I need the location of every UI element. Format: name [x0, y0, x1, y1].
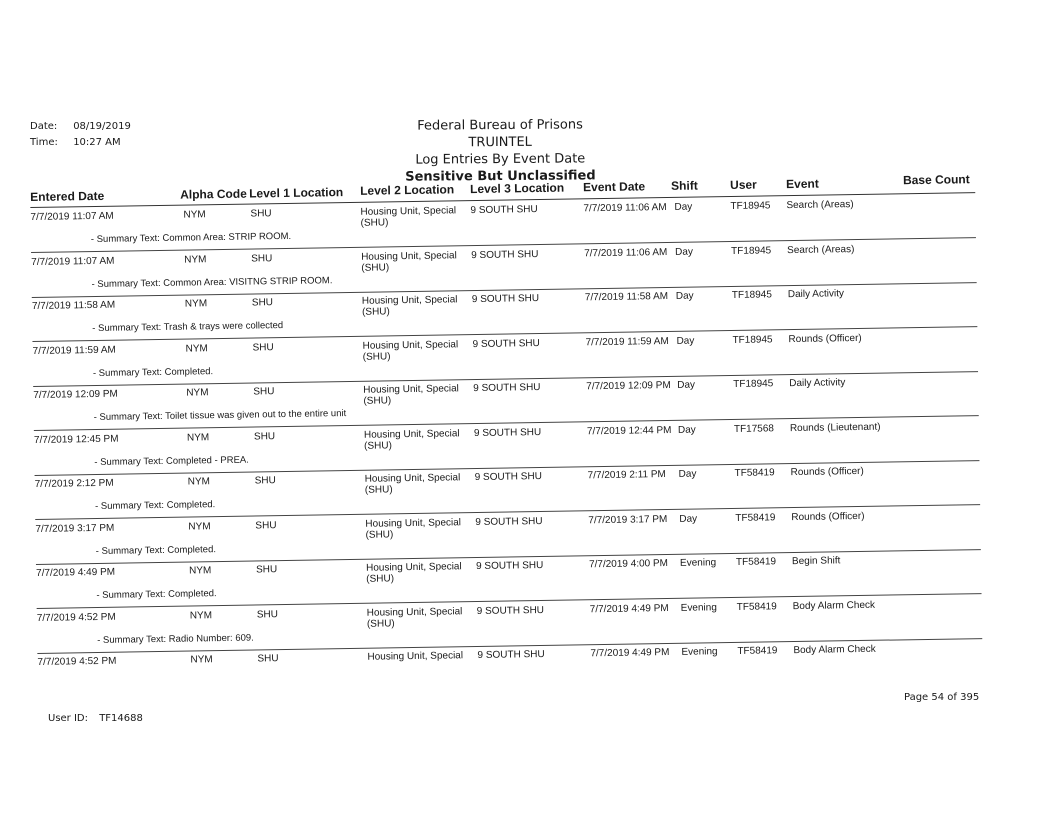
cell-alpha-code: NYM [188, 520, 211, 533]
cell-level1-location: SHU [251, 297, 274, 309]
cell-user: TF58419 [736, 600, 777, 613]
cell-level3-location: 9 SOUTH SHU [470, 204, 538, 217]
cell-shift: Day [675, 290, 694, 302]
cell-level2-location: Housing Unit, Special (SHU) [366, 605, 463, 630]
cell-level3-location: 9 SOUTH SHU [475, 559, 544, 573]
cell-entered-date: 7/7/2019 12:09 PM [33, 388, 118, 401]
report-date [30, 121, 131, 132]
cell-user: TF18945 [730, 200, 771, 213]
cell-entered-date: 7/7/2019 4:52 PM [36, 611, 116, 624]
cell-alpha-code: NYM [184, 298, 208, 310]
col-alpha-code: Alpha Code [180, 186, 247, 202]
cell-level3-location: 9 SOUTH SHU [471, 248, 539, 261]
cell-level1-location: SHU [253, 430, 276, 443]
cell-user: TF18945 [733, 378, 774, 390]
cell-event: Rounds (Officer) [788, 332, 862, 345]
cell-level1-location: SHU [255, 564, 278, 576]
cell-event-date: 7/7/2019 11:06 AM [583, 202, 667, 215]
summary-text: - Summary Text: Toilet tissue was given out to the entire unit [93, 408, 347, 424]
cell-event: Search (Areas) [786, 199, 854, 212]
cell-shift: Day [674, 201, 693, 213]
cell-user: TF17568 [733, 422, 775, 435]
cell-level1-location: SHU [256, 608, 278, 620]
cell-level2-location: Housing Unit, Special (SHU) [361, 294, 458, 318]
col-event: Event [785, 176, 819, 192]
cell-user: TF58419 [735, 556, 777, 568]
cell-alpha-code: NYM [186, 387, 209, 399]
col-shift: Shift [670, 178, 698, 193]
cell-event-date: 7/7/2019 12:09 PM [586, 379, 671, 393]
cell-alpha-code: NYM [190, 654, 213, 666]
summary-text: - Summary Text: Common Area: VISITNG STRIP ROOM. [91, 274, 333, 290]
cell-level1-location: SHU [253, 386, 275, 398]
col-level3-location: Level 3 Location [470, 180, 565, 197]
cell-entered-date: 7/7/2019 12:45 PM [33, 433, 119, 446]
cell-event-date: 7/7/2019 11:58 AM [584, 290, 669, 304]
col-user: User [729, 177, 757, 193]
col-level2-location: Level 2 Location [360, 182, 455, 198]
cell-alpha-code: NYM [183, 209, 206, 221]
cell-event: Begin Shift [791, 555, 841, 568]
page-number: Page 54 of 395 [904, 692, 980, 703]
cell-entered-date: 7/7/2019 11:07 AM [30, 210, 114, 223]
cell-level1-location: SHU [254, 475, 276, 487]
cell-alpha-code: NYM [187, 476, 211, 488]
summary-text: - Summary Text: Completed. [94, 499, 216, 513]
cell-event: Body Alarm Check [792, 599, 876, 612]
col-level1-location: Level 1 Location [249, 185, 344, 201]
user-id [48, 713, 143, 724]
cell-event-date: 7/7/2019 4:49 PM [589, 602, 669, 615]
col-entered-date: Entered Date [30, 188, 105, 204]
cell-user: TF58419 [734, 467, 775, 479]
cell-event: Body Alarm Check [793, 643, 876, 657]
cell-event-date: 7/7/2019 2:11 PM [587, 469, 666, 482]
cell-shift: Evening [681, 646, 718, 658]
cell-level2-location: Housing Unit, Special (SHU) [361, 249, 457, 274]
cell-level2-location: Housing Unit, Special (SHU) [364, 472, 461, 496]
cell-entered-date: 7/7/2019 11:07 AM [31, 255, 115, 268]
summary-text: - Summary Text: Completed. [95, 543, 217, 557]
cell-level1-location: SHU [250, 208, 272, 220]
summary-text: - Summary Text: Radio Number: 609. [97, 632, 254, 646]
cell-entered-date: 7/7/2019 2:12 PM [34, 477, 114, 490]
cell-alpha-code: NYM [188, 565, 212, 577]
col-base-count: Base Count [902, 172, 970, 188]
cell-alpha-code: NYM [186, 431, 210, 444]
time-label: Time: [30, 137, 58, 148]
cell-shift: Day [677, 424, 696, 436]
cell-user: TF58419 [735, 511, 776, 524]
cell-entered-date: 7/7/2019 4:52 PM [37, 655, 117, 668]
cell-event: Rounds (Officer) [790, 465, 864, 479]
summary-text: - Summary Text: Trash & trays were collected [92, 320, 284, 335]
cell-user: TF58419 [737, 645, 778, 657]
cell-alpha-code: NYM [189, 609, 213, 622]
cell-shift: Evening [679, 557, 717, 569]
cell-level3-location: 9 SOUTH SHU [471, 293, 540, 306]
cell-level3-location: 9 SOUTH SHU [477, 648, 545, 662]
cell-alpha-code: NYM [185, 342, 208, 355]
summary-text: - Summary Text: Common Area: STRIP ROOM. [90, 230, 292, 246]
col-event-date: Event Date [582, 179, 646, 195]
cell-event-date: 7/7/2019 12:44 PM [586, 424, 672, 437]
cell-event-date: 7/7/2019 3:17 PM [588, 513, 668, 526]
log-table [30, 170, 983, 685]
cell-level2-location: Housing Unit, Special (SHU) [365, 561, 462, 585]
title-system: TRUINTEL [468, 134, 532, 151]
cell-level2-location: Housing Unit, Special (SHU) [362, 338, 459, 363]
cell-event-date: 7/7/2019 4:00 PM [588, 558, 669, 571]
cell-shift: Evening [680, 601, 717, 614]
time-value: 10:27 AM [73, 137, 121, 148]
date-value: 08/19/2019 [73, 121, 131, 132]
cell-entered-date: 7/7/2019 11:59 AM [32, 344, 116, 357]
summary-text: - Summary Text: Completed. [96, 588, 217, 602]
cell-event: Rounds (Officer) [791, 510, 865, 523]
cell-level3-location: 9 SOUTH SHU [473, 426, 542, 439]
cell-entered-date: 7/7/2019 3:17 PM [35, 522, 115, 535]
cell-user: TF18945 [732, 333, 773, 346]
cell-level3-location: 9 SOUTH SHU [473, 382, 541, 395]
title-report-name: Log Entries By Event Date [415, 151, 586, 168]
report-time [30, 137, 121, 148]
cell-level3-location: 9 SOUTH SHU [474, 470, 542, 484]
cell-shift: Day [676, 335, 695, 347]
cell-user: TF18945 [731, 289, 772, 301]
cell-event: Daily Activity [789, 377, 846, 390]
title-classification: Sensitive But Unclassified [405, 168, 596, 185]
cell-event-date: 7/7/2019 4:49 PM [590, 647, 670, 660]
cell-alpha-code: NYM [184, 253, 207, 266]
cell-level3-location: 9 SOUTH SHU [472, 337, 540, 350]
cell-event: Search (Areas) [787, 243, 855, 256]
cell-event: Daily Activity [787, 288, 845, 301]
cell-level1-location: SHU [255, 519, 277, 532]
cell-level2-location: Housing Unit, Special (SHU) [363, 383, 459, 407]
summary-text: - Summary Text: Completed. [92, 365, 214, 379]
cell-level3-location: 9 SOUTH SHU [476, 604, 545, 617]
cell-level1-location: SHU [257, 653, 279, 665]
cell-event-date: 7/7/2019 11:59 AM [585, 335, 669, 348]
summary-text: - Summary Text: Completed - PREA. [94, 454, 249, 468]
cell-shift: Day [679, 513, 698, 525]
title-agency: Federal Bureau of Prisons [417, 117, 583, 134]
cell-level1-location: SHU [251, 252, 273, 265]
cell-level2-location: Housing Unit, Special [367, 650, 464, 663]
cell-level1-location: SHU [252, 341, 274, 354]
date-label: Date: [30, 121, 58, 132]
cell-event: Rounds (Lieutenant) [789, 421, 881, 434]
cell-level2-location: Housing Unit, Special (SHU) [365, 516, 462, 541]
cell-event-date: 7/7/2019 11:06 AM [584, 246, 668, 259]
cell-shift: Day [678, 468, 697, 480]
cell-entered-date: 7/7/2019 4:49 PM [36, 566, 116, 579]
user-id-value: TF14688 [99, 713, 143, 724]
cell-level2-location: Housing Unit, Special (SHU) [363, 427, 460, 452]
cell-shift: Day [677, 379, 696, 391]
cell-entered-date: 7/7/2019 11:58 AM [31, 299, 116, 312]
cell-shift: Day [675, 246, 694, 258]
user-id-label: User ID: [48, 713, 88, 724]
cell-user: TF18945 [731, 244, 772, 257]
cell-level2-location: Housing Unit, Special (SHU) [360, 205, 457, 229]
cell-level3-location: 9 SOUTH SHU [475, 515, 543, 528]
